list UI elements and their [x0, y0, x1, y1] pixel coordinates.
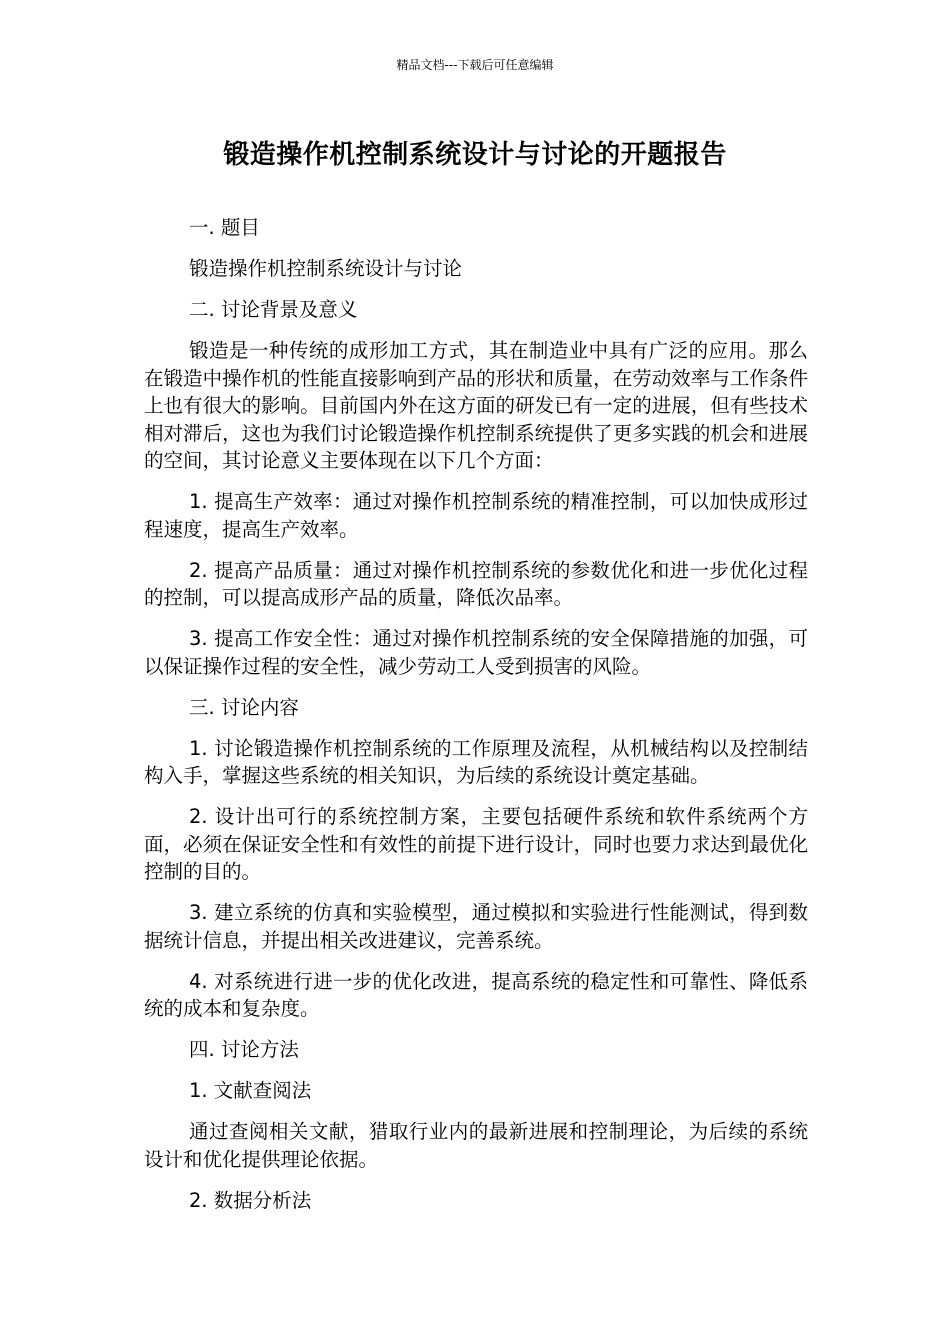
significance-item-1: 1. 提高生产效率：通过对操作机控制系统的精准控制，可以加快成形过程速度，提高生产效率。 — [144, 490, 808, 541]
section-heading-topic: 一. 题目 — [189, 216, 260, 239]
page-header-note: 精品文档---下载后可任意编辑 — [396, 58, 554, 72]
document-title: 锻造操作机控制系统设计与讨论的开题报告 — [223, 140, 727, 170]
section-heading-content: 三. 讨论内容 — [189, 695, 299, 719]
method-literature-paragraph: 通过查阅相关文献，猎取行业内的最新进展和控制理论，为后续的系统设计和优化提供理论依据。 — [144, 1120, 808, 1171]
content-item-4: 4. 对系统进行进一步的优化改进，提高系统的稳定性和可靠性、降低系统的成本和复杂度。 — [144, 969, 808, 1020]
section-heading-background: 二. 讨论背景及意义 — [189, 298, 358, 321]
document-body — [144, 214, 808, 1228]
section-heading-method: 四. 讨论方法 — [189, 1038, 299, 1061]
method-heading-data-analysis: 2. 数据分析法 — [189, 1188, 312, 1212]
content-item-3: 3. 建立系统的仿真和实验模型，通过模拟和实验进行性能测试，得到数据统计信息，并提出相关改进建议，完善系统。 — [144, 901, 808, 952]
content-item-1: 1. 讨论锻造操作机控制系统的工作原理及流程，从机械结构以及控制结构入手，掌握这些系统的相关知识，为后续的系统设计奠定基础。 — [144, 736, 808, 787]
significance-item-2: 2. 提高产品质量：通过对操作机控制系统的参数优化和进一步优化过程的控制，可以提高成形产品的质量，降低次品率。 — [144, 558, 808, 609]
background-paragraph: 锻造是一种传统的成形加工方式，其在制造业中具有广泛的应用。那么在锻造中操作机的性能直接影响到产品的形状和质量，在劳动效率与工作条件上也有很大的影响。目前国内外在这方面的研发已有一定的进展，但有些技术相对滞后，这也为我们讨论锻造操作机控制系统提供了更多实践的机会和进展的空间，其讨论意义主要体现在以下几个方面： — [144, 339, 808, 472]
significance-item-3: 3. 提高工作安全性：通过对操作机控制系统的安全保障措施的加强，可以保证操作过程的安全性，减少劳动工人受到损害的风险。 — [144, 627, 808, 678]
topic-text: 锻造操作机控制系统设计与讨论 — [189, 257, 463, 280]
method-heading-literature: 1. 文献查阅法 — [189, 1079, 312, 1102]
content-item-2: 2. 设计出可行的系统控制方案，主要包括硬件系统和软件系统两个方面，必须在保证安全性和有效性的前提下进行设计，同时也要力求达到最优化控制的目的。 — [144, 805, 808, 883]
